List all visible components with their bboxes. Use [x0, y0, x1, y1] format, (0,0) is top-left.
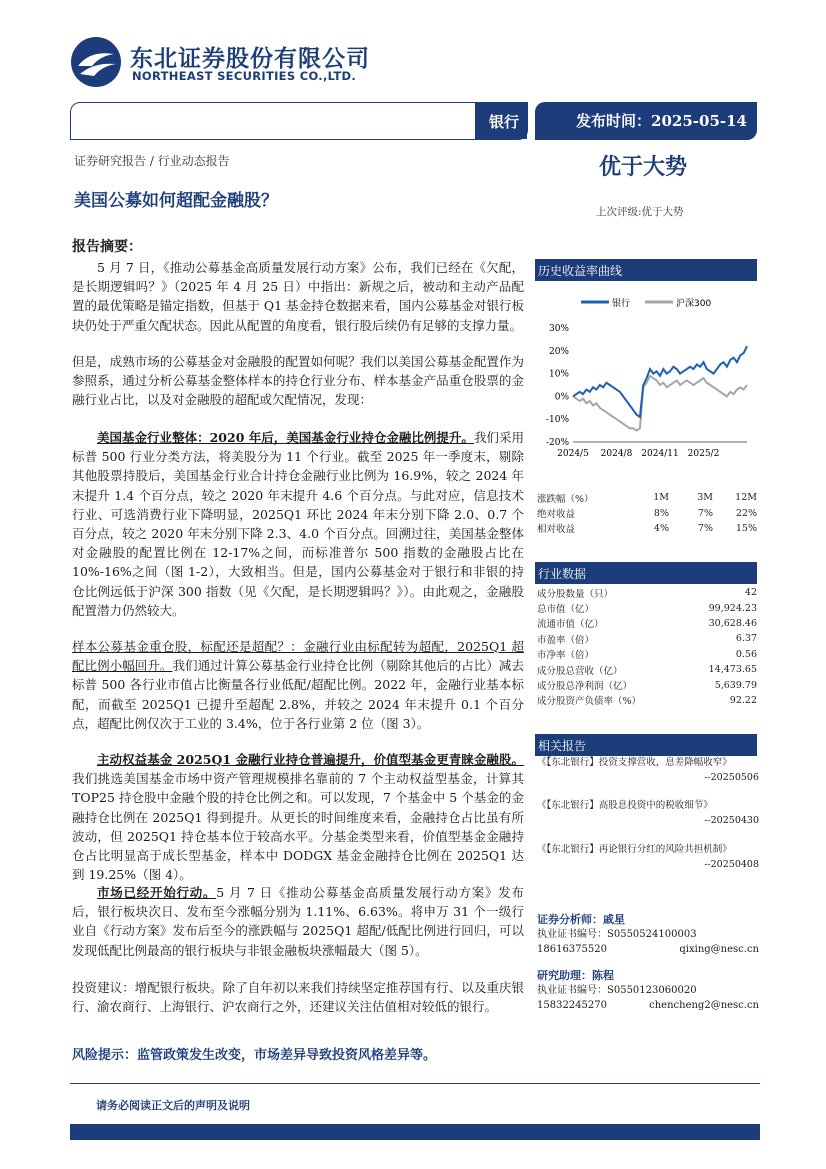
abstract-paragraph-5: [72, 750, 524, 884]
table-cell: 7%: [697, 522, 713, 534]
section-body-industry: 我们采用标普 500 行业分类方法，将美股分为 11 个行业。截至 2025 年一季度末，剔除其他股票持股后，美国基金行业合计持仓金融行业比例为 16.9%，较之 2024 年末提升 1.4 个百分点，较之 2020 年末提升 4.6 个百分点。与此对应，信息技术行业、可选消费行业下降明显，2025Q1 环比 2024 年末分别下降 2.0、0.7 个百分点，较之 2020 年末分别下降 2.3、4.0 个百分点。回溯过往，美国基金整体对金融股的配置比例在 12-17%之间，而标准普尔 500 指数的金融股占比在 10%-16%之间（图 1-2），大致相当。但是，国内公募基金对于银行和非银的持仓比例远低于沪深 300 指数（见《欠配，是长期逻辑吗？》）。由此观之，金融股配置潜力仍然较大。: [72, 430, 524, 618]
related-report-item[interactable]: [537, 755, 759, 785]
table-cell: 92.22: [729, 694, 757, 706]
table-row: [537, 647, 757, 662]
analyst-email[interactable]: chencheng2@nesc.cn: [649, 1000, 759, 1011]
related-report-title: 《【东北银行】再论银行分红的风险共担机制》: [537, 844, 732, 855]
table-cell: 市盈率（倍）: [537, 634, 595, 646]
table-cell: 1M: [653, 492, 669, 504]
table-row: [537, 662, 757, 677]
table-row: [537, 616, 757, 631]
y-tick-label: -10%: [545, 415, 569, 426]
table-cell: 99,924.23: [708, 602, 757, 614]
footer-disclaimer: 请务必阅读正文后的声明及说明: [96, 1099, 250, 1112]
y-tick-label: 0%: [554, 392, 569, 403]
abstract-paragraph-7: 投资建议：增配银行板块。除了自年初以来我们持续坚定推荐国有行、以及重庆银行、渝农商行、上海银行、沪农商行之外，还建议关注估值相对较低的银行。: [72, 980, 524, 1015]
table-cell: 3M: [697, 492, 713, 504]
related-report-date: --20250430: [704, 815, 759, 826]
table-cell: 成分股总营收（亿）: [537, 665, 623, 677]
analyst-contact: [537, 998, 759, 1013]
table-cell: 绝对收益: [537, 509, 576, 521]
previous-rating: 上次评级:优于大势: [596, 206, 684, 218]
rating: 优于大势: [599, 154, 688, 180]
table-cell: 0.56: [735, 648, 757, 660]
section-heading-market: 市场已经开始行动。: [97, 885, 217, 900]
related-report-title: 《【东北银行】投资支撑营收，息差降幅收窄》: [537, 757, 732, 768]
analyst-cert: 执业证书编号：S0550524100003: [537, 929, 697, 940]
table-cell: 12M: [735, 492, 757, 504]
performance-table: [537, 490, 757, 536]
table-cell: 5,639.79: [714, 679, 757, 691]
table-row: [537, 521, 757, 536]
table-row: [537, 631, 757, 646]
company-name-en: NORTHEAST SECURITIES CO.,LTD.: [132, 69, 356, 83]
analyst-email[interactable]: qixing@nesc.cn: [679, 944, 759, 955]
footer-divider: [70, 1083, 760, 1084]
abstract-title: 报告摘要：: [72, 239, 142, 255]
table-row: [537, 677, 757, 692]
x-tick-label: 2025/2: [687, 449, 720, 459]
section-heading-active: 主动权益基金 2025Q1 金融行业持仓普遍提升，价值型基金更青睐金融股。: [97, 752, 524, 767]
x-tick-label: 2024/11: [641, 449, 679, 459]
analyst-phone: 18616375520: [537, 944, 607, 955]
industry-data-header: 行业数据: [535, 562, 757, 584]
table-cell: 6.37: [735, 633, 757, 645]
abstract-paragraph-4: [72, 637, 524, 733]
abstract-paragraph-3: [72, 428, 524, 620]
footer-bar: [70, 1124, 760, 1140]
table-cell: 14,473.65: [708, 664, 757, 676]
company-name-cn: 东北证券股份有限公司: [130, 46, 370, 72]
table-cell: 22%: [735, 507, 757, 519]
table-row: [537, 585, 757, 600]
analyst-card: [537, 912, 759, 957]
breadcrumb: 证券研究报告 / 行业动态报告: [74, 154, 230, 168]
analyst-role: 研究助理：陈程: [537, 969, 614, 982]
table-cell: 15%: [735, 522, 757, 534]
analyst-phone: 15832245270: [537, 1000, 607, 1011]
abstract-paragraph-6: [72, 883, 524, 960]
abstract-paragraph-2: 但是，成熟市场的公募基金对金融股的配置如何呢？我们以美国公募基金配置作为参照系，通过分析公募基金整体样本的持仓行业分布、样本基金产品重仓股票的金融行业占比，以及对金融股的超配或欠配情况，发现：: [72, 354, 524, 408]
x-tick-label: 2024/5: [557, 449, 589, 459]
table-cell: 42: [744, 587, 757, 599]
y-tick-label: 10%: [548, 369, 569, 380]
related-report-item[interactable]: [537, 798, 759, 828]
table-cell: 成分股总净利润（亿）: [537, 681, 633, 693]
chart-section-header: 历史收益率曲线: [535, 259, 757, 281]
section-heading-sample: 样本公募基金重仓股，标配还是超配？：金融行业由标配转为超配，2025Q1 超配比例小幅回升。: [72, 639, 524, 674]
industry-data-table: [537, 585, 757, 708]
y-tick-label: 20%: [548, 346, 569, 357]
table-row: [537, 693, 757, 708]
related-reports-header: 相关报告: [535, 734, 757, 756]
risk-warning: 风险提示：监管政策发生改变，市场差异导致投资风格差异等。: [72, 1048, 437, 1063]
analyst-contact: [537, 942, 759, 957]
legend-label-hs300: 沪深300: [676, 299, 712, 309]
table-cell: 30,628.46: [708, 617, 757, 629]
table-header-row: [537, 490, 757, 505]
related-report-date: --20250506: [704, 772, 759, 783]
y-tick-label: -20%: [545, 438, 569, 448]
section-body-sample: 我们通过计算公募基金行业持仓比例（剔除其他后的占比）减去标普 500 各行业市值占比衡量各行业低配/超配比例。2022 年，金融行业基本标配，而截至 2025Q1 已提升至超配 2.8%，并较之 2024 年末提升 0.1 个百分点，超配比例仅次于工业的 3.4%，位于各行业第 2 位（图 3）。: [72, 658, 524, 731]
analyst-cert: 执业证书编号：S0550123060020: [537, 985, 697, 996]
table-cell: 涨跌幅（%）: [537, 493, 594, 505]
y-tick-label: 30%: [548, 324, 569, 334]
analyst-card: [537, 968, 759, 1013]
related-report-date: --20250408: [704, 859, 759, 870]
section-body-market: 5 月 7 日《推动公募基金高质量发展行动方案》发布后，银行板块次日、发布至今涨幅分别为 1.11%、6.63%。将申万 31 个一级行业自《行动方案》发布后至今的涨跌幅与 2025Q1 超配/低配比例进行回归，可以发现低配比例最高的银行板块与非银金融板块涨幅最大（图 5）。: [72, 885, 524, 958]
company-logo-icon: [70, 36, 122, 88]
table-cell: 流通市值（亿）: [537, 619, 604, 631]
table-cell: 总市值（亿）: [537, 604, 595, 616]
table-cell: 7%: [697, 507, 713, 519]
industry-bar: [70, 102, 528, 140]
publish-date: 发布时间：2025-05-14: [535, 102, 757, 140]
table-cell: 相对收益: [537, 524, 576, 536]
section-body-active: 我们挑选美国基金市场中资产管理规模排名靠前的 7 个主动权益型基金，计算其 TOP25 持仓股中金融个股的持仓比例之和。可以发现，7 个基金中 5 个基金的金融持仓比例在 2025Q1 得到提升。从更长的时间维度来看，金融持仓占比虽有所波动，但 2025Q1 持仓基本位于较高水平。分基金类型来看，价值型基金金融持仓占比明显高于成长型基金，样本中 DODGX 基金金融持仓比例在 2025Q1 达到 19.25%（图 4）。: [72, 771, 524, 883]
series-line-hs300: [573, 376, 747, 431]
page-title: 美国公募如何超配金融股？: [74, 191, 278, 211]
related-report-title: 《【东北银行】高股息投资中的税收细节》: [537, 800, 713, 811]
legend-label-bank: 银行: [612, 299, 631, 309]
table-cell: 8%: [653, 507, 669, 519]
table-row: [537, 505, 757, 520]
table-cell: 市净率（倍）: [537, 650, 595, 662]
table-cell: 成分股数量（只）: [537, 588, 614, 600]
return-chart: [535, 285, 757, 465]
analyst-role: 证券分析师：戚星: [537, 913, 625, 926]
abstract-paragraph-1: 5 月 7 日，《推动公募基金高质量发展行动方案》公布，我们已经在《欠配，是长期逻辑吗？》（2025 年 4 月 25 日）中指出：新规之后，被动和主动产品配置的最优策略是锚定指数，但基于 Q1 基金持仓数据来看，国内公募基金对银行板块仍处于严重欠配状态。因此从配置的角度看，银行股后续仍有足够的支撑力量。: [72, 260, 524, 333]
section-heading-industry: 美国基金行业整体：2020 年后，美国基金行业持仓金融比例提升。: [97, 430, 474, 445]
x-tick-label: 2024/8: [600, 449, 633, 459]
industry-tag: 银行: [488, 113, 519, 131]
table-row: [537, 600, 757, 615]
table-cell: 4%: [653, 522, 669, 534]
table-cell: 成分股资产负债率（%）: [537, 696, 642, 708]
related-report-item[interactable]: [537, 842, 759, 872]
